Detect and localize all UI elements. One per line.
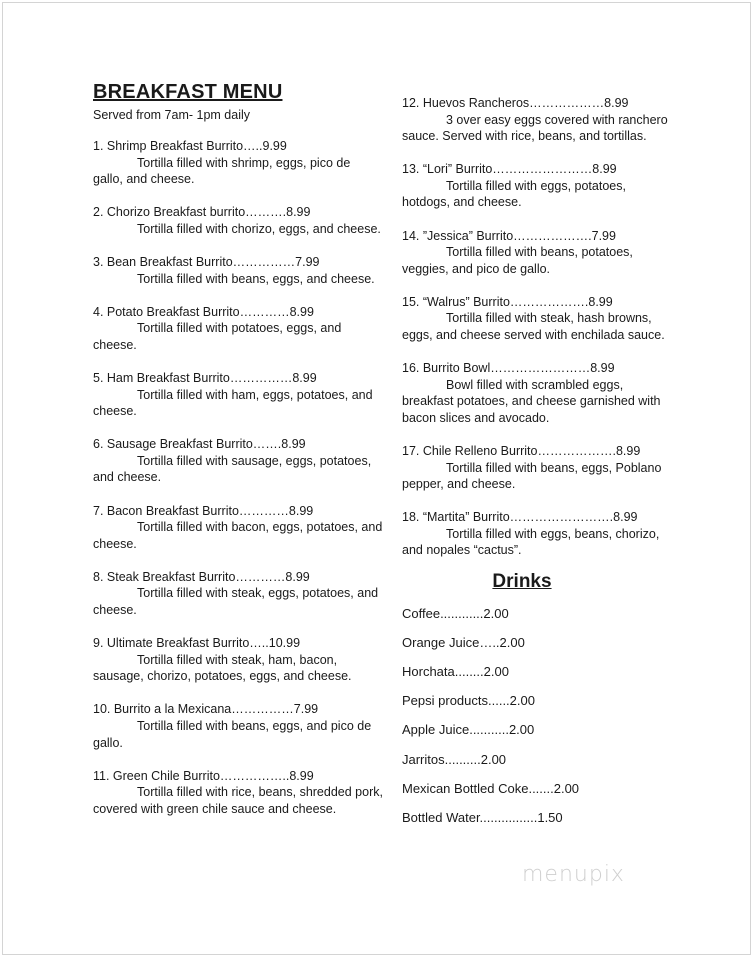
menu-item-description: Tortilla filled with eggs, beans, chorizo, and nopales “cactus”. bbox=[402, 526, 660, 558]
menu-item bbox=[93, 254, 383, 287]
menu-item bbox=[93, 370, 383, 420]
menu-item bbox=[402, 95, 672, 145]
menu-item-name-price: 7. Bacon Breakfast Burrito…………8.99 bbox=[93, 503, 314, 518]
menu-item bbox=[402, 161, 672, 211]
menu-item bbox=[402, 443, 672, 493]
menu-item-name-price: 10. Burrito a la Mexicana……………7.99 bbox=[93, 702, 319, 717]
menu-item-name-price: 16. Burrito Bowl……………………8.99 bbox=[402, 361, 615, 376]
menu-title: BREAKFAST MENU bbox=[93, 81, 283, 103]
menu-item-description: Tortilla filled with beans, eggs, and pico de gallo. bbox=[93, 718, 372, 750]
menu-item bbox=[93, 569, 383, 619]
menu-item-description: Tortilla filled with rice, beans, shredded pork, covered with green chile sauce and cheese. bbox=[93, 785, 383, 816]
menu-item-name-price: 4. Potato Breakfast Burrito…………8.99 bbox=[93, 304, 314, 319]
menu-item-name-price: 1. Shrimp Breakfast Burrito…..9.99 bbox=[93, 139, 287, 153]
menu-item-name-price: 18. “Martita” Burrito…………………….8.99 bbox=[402, 510, 638, 525]
menu-item-description: Tortilla filled with bacon, eggs, potatoes, and cheese. bbox=[93, 520, 383, 551]
drink-item: Coffee............2.00 bbox=[402, 605, 509, 621]
menu-item bbox=[93, 503, 383, 553]
menu-subtitle: Served from 7am- 1pm daily bbox=[93, 108, 251, 122]
menu-item bbox=[402, 360, 672, 426]
drink-item: Orange Juice…..2.00 bbox=[402, 634, 525, 650]
menu-item-description: Bowl filled with scrambled eggs, breakfast potatoes, and cheese garnished with bacon slices and avocado. bbox=[402, 377, 661, 425]
menu-item-description: Tortilla filled with potatoes, eggs, and cheese. bbox=[93, 321, 342, 352]
menu-item-description: Tortilla filled with chorizo, eggs, and cheese. bbox=[137, 221, 381, 236]
menu-item bbox=[93, 635, 383, 685]
menu-item bbox=[402, 228, 672, 278]
menu-item bbox=[93, 304, 383, 354]
menu-item-name-price: 2. Chorizo Breakfast burrito……….8.99 bbox=[93, 205, 311, 220]
menu-item-description: Tortilla filled with steak, ham, bacon, sausage, chorizo, potatoes, eggs, and cheese. bbox=[93, 652, 352, 684]
drink-item: Bottled Water................1.50 bbox=[402, 809, 563, 825]
menu-item-name-price: 8. Steak Breakfast Burrito…………8.99 bbox=[93, 569, 310, 584]
menu-item-description: 3 over easy eggs covered with ranchero sauce. Served with rice, beans, and tortillas. bbox=[402, 112, 668, 144]
menu-item-name-price: 3. Bean Breakfast Burrito……………7.99 bbox=[93, 254, 320, 269]
menu-item bbox=[93, 204, 383, 237]
drinks-title: Drinks bbox=[492, 570, 552, 592]
menu-item-name-price: 13. “Lori” Burrito……………………8.99 bbox=[402, 162, 617, 177]
menu-item bbox=[402, 509, 672, 559]
menu-item bbox=[93, 701, 383, 751]
drink-item: Horchata........2.00 bbox=[402, 663, 509, 679]
right-column bbox=[402, 95, 672, 839]
menu-item bbox=[93, 436, 383, 486]
drink-item: Pepsi products......2.00 bbox=[402, 693, 535, 709]
menu-item-name-price: 5. Ham Breakfast Burrito……………8.99 bbox=[93, 370, 317, 385]
menu-item-name-price: 11. Green Chile Burrito……………..8.99 bbox=[93, 768, 314, 783]
menu-item-name-price: 15. “Walrus” Burrito……………….8.99 bbox=[402, 294, 613, 309]
menu-item-name-price: 6. Sausage Breakfast Burrito…….8.99 bbox=[93, 437, 306, 452]
drink-item: Jarritos..........2.00 bbox=[402, 751, 507, 767]
drink-item: Mexican Bottled Coke.......2.00 bbox=[402, 780, 580, 796]
menu-item-name-price: 14. ”Jessica” Burrito……………….7.99 bbox=[402, 228, 616, 243]
menu-item bbox=[93, 768, 383, 818]
menu-item bbox=[402, 294, 672, 344]
menu-item-name-price: 12. Huevos Rancheros………………8.99 bbox=[402, 96, 629, 110]
menu-item-description: Tortilla filled with sausage, eggs, potatoes, and cheese. bbox=[93, 453, 372, 485]
menu-item-description: Tortilla filled with eggs, potatoes, hotdogs, and cheese. bbox=[402, 178, 626, 210]
menu-item-description: Tortilla filled with beans, eggs, and cheese. bbox=[137, 271, 375, 286]
menu-item-description: Tortilla filled with shrimp, eggs, pico de gallo, and cheese. bbox=[93, 155, 351, 187]
menu-item-name-price: 17. Chile Relleno Burrito……………….8.99 bbox=[402, 444, 641, 458]
menu-item-description: Tortilla filled with steak, eggs, potatoes, and cheese. bbox=[93, 586, 379, 617]
menu-item bbox=[93, 138, 383, 188]
menu-page bbox=[2, 2, 751, 955]
menu-item-description: Tortilla filled with ham, eggs, potatoes, and cheese. bbox=[93, 387, 373, 419]
drink-item: Apple Juice...........2.00 bbox=[402, 722, 535, 738]
watermark-logo: menupix bbox=[522, 862, 625, 887]
menu-item-description: Tortilla filled with beans, potatoes, veggies, and pico de gallo. bbox=[402, 245, 633, 276]
left-column bbox=[93, 81, 383, 834]
menu-item-name-price: 9. Ultimate Breakfast Burrito…..10.99 bbox=[93, 636, 301, 651]
menu-item-description: Tortilla filled with beans, eggs, Poblano pepper, and cheese. bbox=[402, 460, 662, 492]
menu-item-description: Tortilla filled with steak, hash browns, eggs, and cheese served with enchilada sauce. bbox=[402, 311, 665, 343]
